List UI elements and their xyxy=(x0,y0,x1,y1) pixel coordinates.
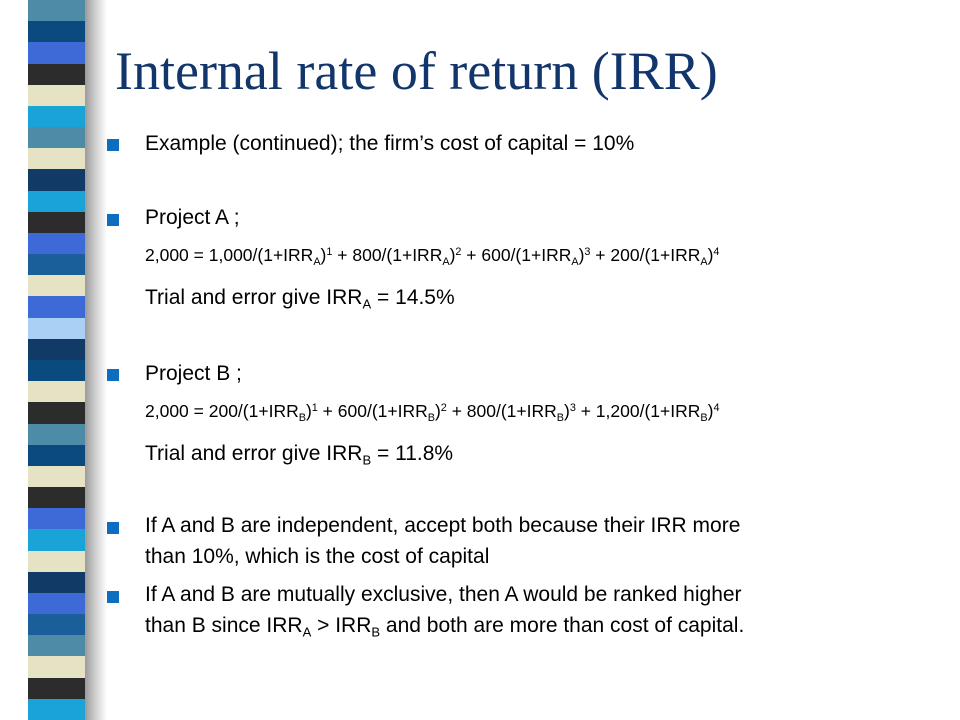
stripe-segment xyxy=(28,106,85,128)
stripe-segment xyxy=(28,64,85,86)
stripe-segment xyxy=(28,381,85,403)
project-b-npv-equation: $2,000 = 200/(1+IRR_B)^1 + 600/(1+IRR_B)^2 + 800/(1+IRR_B)^3 + 1,200/(1+IRR_B)^4$ xyxy=(145,401,720,424)
bullet-marker xyxy=(107,369,119,381)
stripe-segment xyxy=(28,233,85,255)
bullet-project-b: Project B ; xyxy=(145,362,242,385)
stripe-segment xyxy=(28,169,85,191)
bullet-marker xyxy=(107,214,119,226)
stripe-segment xyxy=(28,148,85,170)
stripe-segment xyxy=(28,318,85,340)
stripe-segment xyxy=(28,0,85,22)
bullet-exclusive-line2: than B since $IRR_A > IRR_B$ and both are more than cost of capital. xyxy=(145,614,745,640)
stripe-segment xyxy=(28,445,85,467)
stripe-segment xyxy=(28,424,85,446)
stripe-segment xyxy=(28,254,85,276)
bullet-independent-line1: If A and B are independent, accept both because their IRR more xyxy=(145,514,741,537)
stripe-shadow xyxy=(85,0,107,720)
stripe-segment xyxy=(28,42,85,64)
bullet-marker xyxy=(107,522,119,534)
stripe-segment xyxy=(28,85,85,107)
stripe-segment xyxy=(28,296,85,318)
stripe-segment xyxy=(28,487,85,509)
stripe-segment xyxy=(28,191,85,213)
bullet-marker xyxy=(107,139,119,151)
stripe-segment xyxy=(28,593,85,615)
stripe-segment xyxy=(28,529,85,551)
stripe-segment xyxy=(28,466,85,488)
stripe-segment xyxy=(28,678,85,700)
bullet-project-a: Project A ; xyxy=(145,206,240,229)
stripe-segment xyxy=(28,21,85,43)
slide-title: Internal rate of return (IRR) xyxy=(115,41,718,101)
stripe-segment xyxy=(28,402,85,424)
stripe-segment xyxy=(28,127,85,149)
stripe-segment xyxy=(28,551,85,573)
stripe-segment xyxy=(28,656,85,678)
bullet-exclusive-line1: If A and B are mutually exclusive, then A would be ranked higher xyxy=(145,583,742,606)
stripe-segment xyxy=(28,635,85,657)
stripe-segment xyxy=(28,212,85,234)
stripe-segment xyxy=(28,360,85,382)
project-a-irr-result: Trial and error give $IRR_A = 14.5\%$ xyxy=(145,286,455,312)
stripe-segment xyxy=(28,508,85,530)
stripe-segment xyxy=(28,614,85,636)
bullet-marker xyxy=(107,591,119,603)
project-b-irr-result: Trial and error give $IRR_B = 11.8\%$ xyxy=(145,442,454,468)
bullet-independent-line2: than 10%, which is the cost of capital xyxy=(145,545,490,568)
stripe-segment xyxy=(28,339,85,361)
stripe-segment xyxy=(28,275,85,297)
stripe-segment xyxy=(28,699,85,720)
stripe-segment xyxy=(28,572,85,594)
project-a-npv-equation: $2,000 = 1,000/(1+IRR_A)^1 + 800/(1+IRR_A)^2 + 600/(1+IRR_A)^3 + 200/(1+IRR_A)^4$ xyxy=(145,245,720,268)
bullet-example: Example (continued); the firm’s cost of capital = 10% xyxy=(145,132,635,155)
decorative-stripe-bar xyxy=(28,0,85,720)
